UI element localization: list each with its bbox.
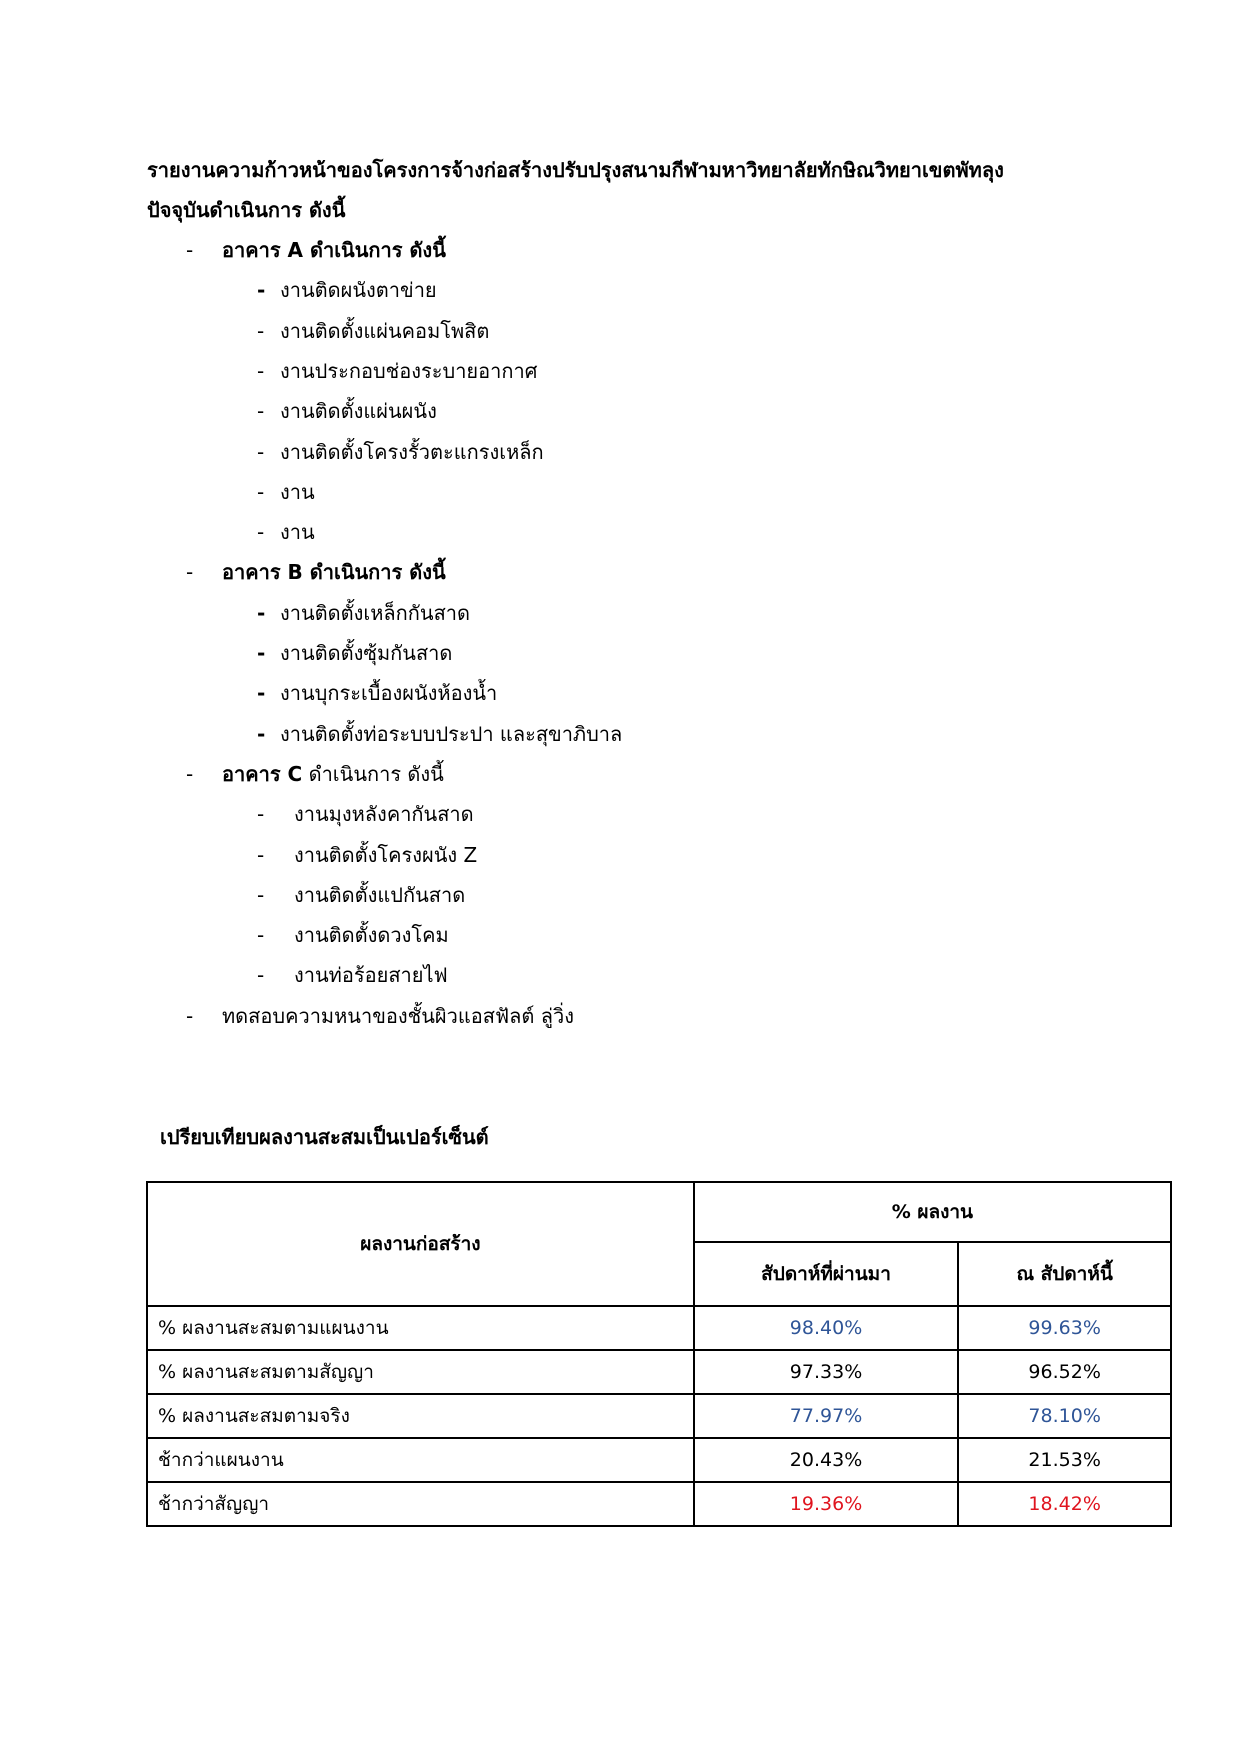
item-bullet: -	[257, 278, 266, 303]
this-week-value: 78.10%	[958, 1394, 1171, 1438]
section-heading-bold: อาคาร B ดำเนินการ ดังนี้	[222, 560, 446, 585]
list-item: งาน	[280, 479, 315, 504]
this-week-value: 96.52%	[958, 1350, 1171, 1394]
item-bullet: -	[257, 479, 265, 504]
row-label: % ผลงานสะสมตามจริง	[147, 1394, 694, 1438]
item-bullet: -	[257, 802, 265, 827]
item-bullet: -	[257, 318, 265, 343]
table-row	[147, 1438, 1171, 1482]
previous-week-value: 19.36%	[694, 1482, 959, 1526]
item-bullet: -	[257, 358, 265, 383]
this-week-value: 21.53%	[958, 1438, 1171, 1482]
header-this-week: ณ สัปดาห์นี้	[958, 1242, 1171, 1306]
list-item: งานติดตั้งซุ้มกันสาด	[280, 641, 453, 665]
list-item: งานติดตั้งท่อระบบประปา และสุขาภิบาล	[280, 721, 623, 746]
list-item: งานติดตั้งแผ่นคอมโพสิต	[280, 318, 490, 343]
list-item: งานท่อร้อยสายไฟ	[294, 963, 448, 988]
list-item: งานมุงหลังคากันสาด	[294, 802, 474, 827]
row-label: % ผลงานสะสมตามแผนงาน	[147, 1306, 694, 1350]
section-heading-bold: อาคาร C	[222, 761, 303, 786]
item-bullet: -	[257, 963, 265, 988]
list-item: งานบุกระเบื้องผนังห้องน้ำ	[280, 681, 498, 706]
list-item: งาน	[280, 520, 315, 545]
report-subtitle: ปัจจุบันดำเนินการ ดังนี้	[147, 198, 346, 222]
previous-week-value: 98.40%	[694, 1306, 959, 1350]
previous-week-value: 97.33%	[694, 1350, 959, 1394]
section-bullet: -	[186, 761, 194, 786]
list-item: งานติดตั้งโครงรั้วตะแกรงเหล็ก	[280, 439, 544, 464]
section-heading-2	[222, 558, 446, 586]
item-bullet: -	[257, 439, 265, 464]
row-label: % ผลงานสะสมตามสัญญา	[147, 1350, 694, 1394]
table-body	[147, 1306, 1171, 1526]
previous-week-value: 77.97%	[694, 1394, 959, 1438]
item-bullet: -	[257, 399, 265, 424]
item-bullet: -	[257, 600, 266, 625]
item-bullet: -	[257, 842, 265, 867]
item-bullet: -	[257, 721, 266, 746]
section-heading-4	[222, 1002, 574, 1030]
table-row	[147, 1482, 1171, 1526]
item-bullet: -	[257, 923, 265, 948]
header-percent-work: % ผลงาน	[694, 1182, 1171, 1242]
section-bullet: -	[186, 560, 194, 585]
list-item: งานติดตั้งดวงโคม	[294, 923, 449, 948]
row-label: ช้ากว่าสัญญา	[147, 1482, 694, 1526]
section-heading-text: ดำเนินการ ดังนี้	[302, 761, 444, 786]
item-bullet: -	[257, 681, 266, 706]
this-week-value: 18.42%	[958, 1482, 1171, 1526]
this-week-value: 99.63%	[958, 1306, 1171, 1350]
list-item: งานติดตั้งแผ่นผนัง	[280, 399, 437, 424]
comparison-heading: เปรียบเทียบผลงานสะสมเป็นเปอร์เซ็นต์	[160, 1125, 489, 1149]
section-bullet: -	[186, 238, 194, 262]
table-row	[147, 1394, 1171, 1438]
item-bullet: -	[257, 882, 265, 907]
list-item: งานติดตั้งเหล็กกันสาด	[280, 600, 470, 625]
table-row	[147, 1306, 1171, 1350]
section-heading-3	[222, 760, 444, 788]
list-item: งานประกอบช่องระบายอากาศ	[280, 358, 538, 383]
section-heading-bold: อาคาร A ดำเนินการ ดังนี้	[222, 238, 446, 262]
list-item: งานติดตั้งโครงผนัง Z	[294, 842, 478, 867]
row-label: ช้ากว่าแผนงาน	[147, 1438, 694, 1482]
item-bullet: -	[257, 520, 265, 545]
header-previous-week: สัปดาห์ที่ผ่านมา	[694, 1242, 959, 1306]
progress-comparison-table	[146, 1181, 1172, 1527]
header-construction-work: ผลงานก่อสร้าง	[147, 1182, 694, 1306]
table-row	[147, 1350, 1171, 1394]
list-item: งานติดตั้งแปกันสาด	[294, 882, 466, 907]
item-bullet: -	[257, 641, 266, 665]
section-heading-1	[222, 236, 446, 264]
list-item: งานติดผนังตาข่าย	[280, 278, 437, 303]
previous-week-value: 20.43%	[694, 1438, 959, 1482]
report-title: รายงานความก้าวหน้าของโครงการจ้างก่อสร้างปรับปรุงสนามกีฬามหาวิทยาลัยทักษิณวิทยาเขตพัทลุง	[147, 158, 1004, 182]
section-bullet: -	[186, 1003, 194, 1028]
section-heading-text: ทดสอบความหนาของชั้นผิวแอสฟัลต์ ลู่วิ่ง	[222, 1003, 574, 1028]
